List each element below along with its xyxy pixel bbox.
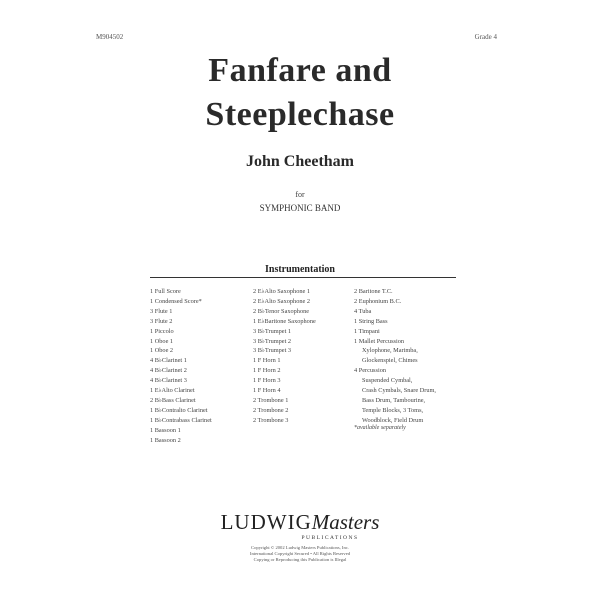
instrument-item: 2 Euphonium B.C. xyxy=(354,297,402,305)
logo-publications-text: PUBLICATIONS xyxy=(301,535,359,541)
title-line-1: Fanfare and xyxy=(208,52,392,89)
instrument-item: Bass Drum, Tambourine, xyxy=(362,396,426,404)
instrument-item: 1 F Horn 2 xyxy=(253,367,281,375)
instrument-item: 2 B♭Bass Clarinet xyxy=(150,396,196,404)
instrument-item: 2 Trombone 1 xyxy=(253,396,289,404)
instrument-item: 2 Baritone T.C. xyxy=(354,288,393,295)
instrument-item: 1 Oboe 1 xyxy=(150,337,174,345)
instrument-item: 2 E♭Alto Saxophone 1 xyxy=(253,288,311,295)
instrument-item: 1 Bassoon 1 xyxy=(150,426,181,434)
instrument-item: 1 E♭Baritone Saxophone xyxy=(253,317,316,325)
instrument-item: 1 Full Score xyxy=(150,288,181,295)
instrument-item: 4 Tuba xyxy=(354,307,372,315)
instrument-item: 3 B♭Trumpet 2 xyxy=(253,337,292,345)
legal-line: Copying or Reproducing this Publication is Illegal xyxy=(253,557,347,562)
catalog-number: M904502 xyxy=(96,33,124,41)
instrument-item: Crash Cymbals, Snare Drum, xyxy=(362,387,436,395)
instrument-item: 1 String Bass xyxy=(354,317,388,325)
instrumentation-heading: Instrumentation xyxy=(264,264,335,275)
title-line-2: Steeplechase xyxy=(205,96,395,133)
heading-rule xyxy=(150,277,456,278)
instrument-item: 4 Percussion xyxy=(354,367,387,375)
instrument-item: 1 Oboe 2 xyxy=(150,347,174,355)
instrument-item: 1 F Horn 4 xyxy=(253,387,281,395)
instrument-item: 4 B♭Clarinet 2 xyxy=(150,367,187,375)
instrument-item: 1 Condensed Score* xyxy=(150,297,202,305)
ensemble-name: SYMPHONIC BAND xyxy=(259,203,341,213)
instrument-item: 1 Mallet Percussion xyxy=(354,337,405,345)
instrument-item: 1 B♭Contralto Clarinet xyxy=(150,406,208,414)
instrument-item: 1 F Horn 1 xyxy=(253,357,281,365)
instrument-item: Glockenspiel, Chimes xyxy=(362,357,418,365)
instrument-item: Suspended Cymbal, xyxy=(362,377,413,385)
instrument-item: 3 Flute 1 xyxy=(150,307,173,315)
instrument-item: Temple Blocks, 3 Toms, xyxy=(362,406,424,414)
composer-name: John Cheetham xyxy=(245,153,354,170)
instrument-item: 1 E♭Alto Clarinet xyxy=(150,387,195,395)
instrument-item: 1 Timpani xyxy=(354,327,380,335)
instrument-item: 2 B♭Tenor Saxophone xyxy=(253,307,310,315)
instrument-item: 3 Flute 2 xyxy=(150,317,173,325)
instrument-item: 1 B♭Contrabass Clarinet xyxy=(150,416,212,424)
rights-line: International Copyright Secured • All Rights Reserved xyxy=(249,551,351,556)
instrument-item: 1 F Horn 3 xyxy=(253,377,281,385)
for-label: for xyxy=(295,190,305,199)
instrument-item: 3 B♭Trumpet 3 xyxy=(253,347,292,355)
publisher-logo xyxy=(0,512,600,533)
instrument-column-1 xyxy=(150,287,212,446)
instrument-item: Xylophone, Marimba, xyxy=(362,347,418,355)
grade-label: Grade 4 xyxy=(474,33,497,41)
logo-italic-text: Masters xyxy=(311,510,380,534)
copyright-line: Copyright © 2002 Ludwig Masters Publications, Inc. xyxy=(251,545,349,550)
instrument-column-3 xyxy=(354,287,436,426)
instrument-column-2 xyxy=(253,287,316,426)
instrument-item: 1 Bassoon 2 xyxy=(150,436,181,444)
instrument-item: 2 Trombone 2 xyxy=(253,406,289,414)
instrument-item: 4 B♭Clarinet 3 xyxy=(150,377,187,385)
instrument-item: 2 Trombone 3 xyxy=(253,416,289,424)
logo-roman-text: LUDWIG xyxy=(220,510,312,534)
instrument-item: Woodblock, Field Drum xyxy=(362,416,424,424)
instrument-item: 1 Piccolo xyxy=(150,327,174,335)
instrument-item: 3 B♭Trumpet 1 xyxy=(253,327,292,335)
instrument-item: 2 E♭Alto Saxophone 2 xyxy=(253,297,311,305)
availability-note: *available separately xyxy=(354,425,406,431)
instrument-item: 4 B♭Clarinet 1 xyxy=(150,357,187,365)
